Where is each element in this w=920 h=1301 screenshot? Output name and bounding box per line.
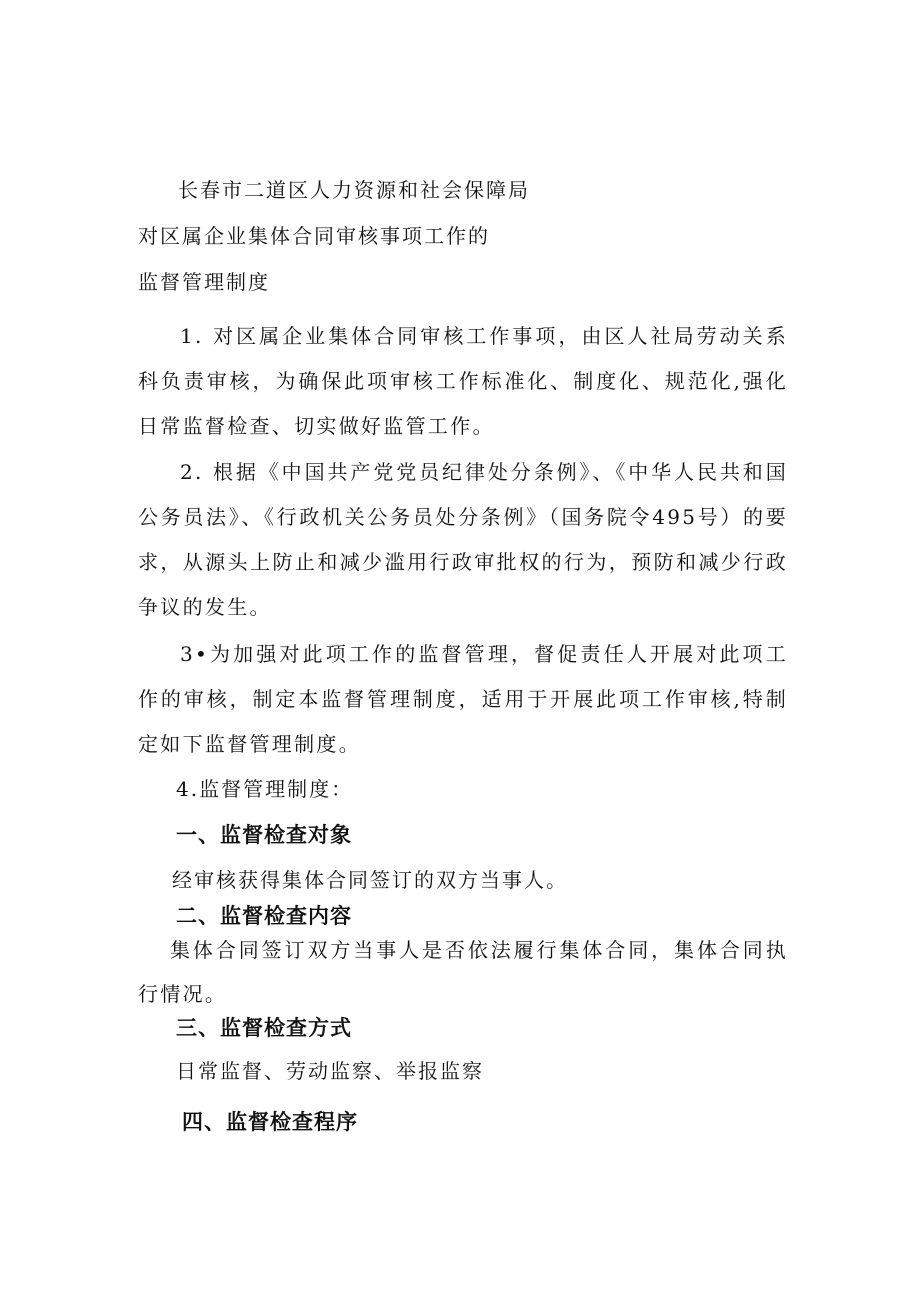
paragraph-3: 3•为加强对此项工作的监督管理，督促责任人开展对此项工作的审核，制定本监督管理制度，适用于开展此项工作审核,特制定如下监督管理制度。 [138, 642, 788, 756]
paragraph-1: 1. 对区属企业集体合同审核工作事项，由区人社局劳动关系科负责审核，为确保此项审核工作标准化、制度化、规范化,强化日常监督检查、切实做好监管工作。 [138, 324, 788, 438]
section-2-heading: 二、监督检查内容 [176, 904, 352, 928]
title-line-2: 对区属企业集体合同审核事项工作的 [138, 224, 490, 248]
section-3-heading: 三、监督检查方式 [176, 1016, 352, 1040]
title-line-3: 监督管理制度 [138, 270, 270, 294]
title-line-1: 长春市二道区人力资源和社会保障局 [178, 178, 530, 202]
section-4-heading: 四、监督检查程序 [182, 1110, 358, 1134]
paragraph-4: 4.监督管理制度： [176, 777, 354, 801]
paragraph-2: 2. 根据《中国共产党党员纪律处分条例》、《中华人民共和国公务员法》、《行政机关公务员处分条例》（国务院令495号）的要求，从源头上防止和减少滥用行政审批权的行为，预防和减少行政争议的发生。 [138, 460, 788, 619]
section-1-heading: 一、监督检查对象 [176, 823, 352, 847]
section-2-body: 集体合同签订双方当事人是否依法履行集体合同，集体合同执行情况。 [138, 938, 788, 1006]
section-1-body: 经审核获得集体合同签订的双方当事人。 [172, 868, 568, 892]
section-3-body: 日常监督、劳动监察、举报监察 [176, 1059, 484, 1083]
